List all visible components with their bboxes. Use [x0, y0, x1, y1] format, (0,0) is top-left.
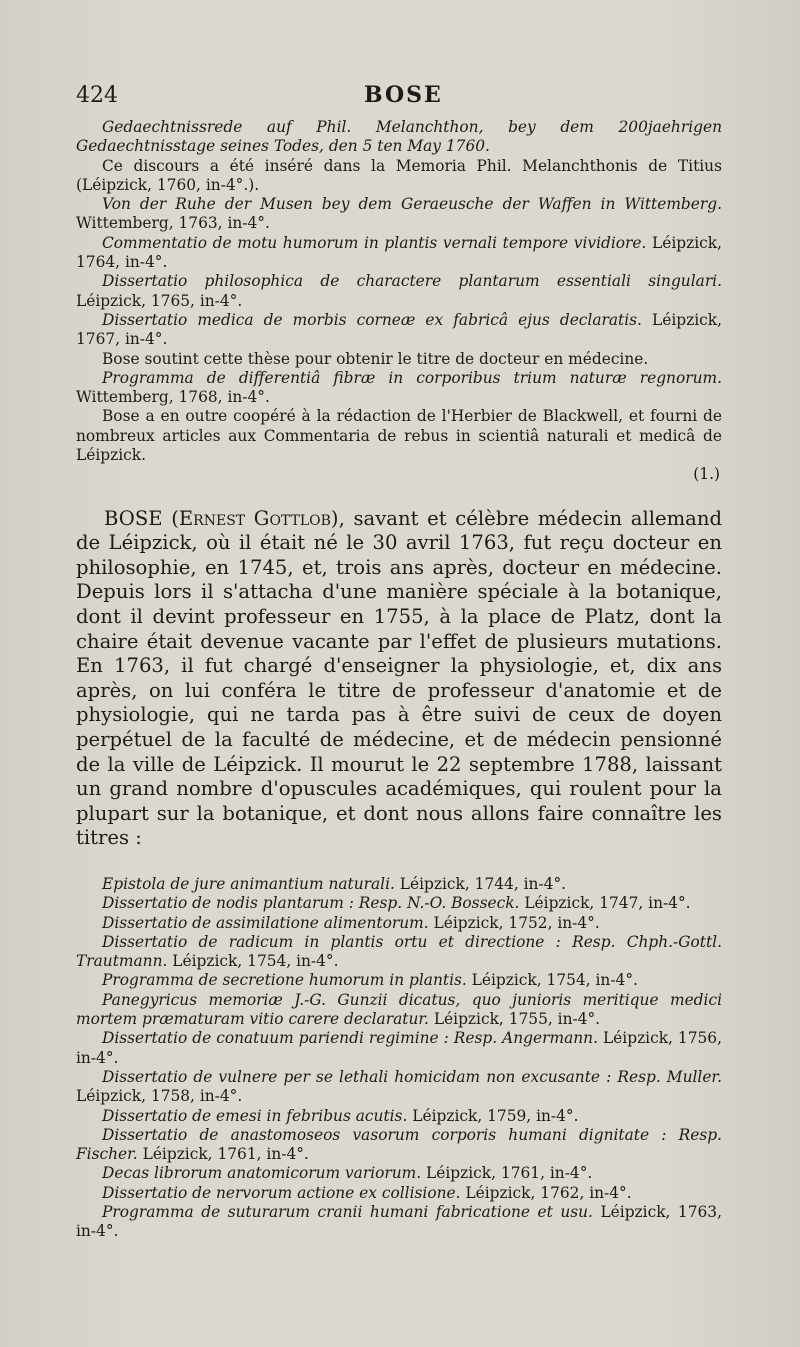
prior-entries — [76, 118, 722, 485]
list-item: Dissertatio medica de morbis corneæ ex fabricâ ejus declaratis. Léipzick, 1767, in-4°. — [76, 310, 722, 349]
page-number: 424 — [76, 83, 118, 108]
list-item: Dissertatio de nodis plantarum : Resp. N.-O. Bosseck. Léipzick, 1747, in-4°. — [102, 894, 691, 913]
list-item: Programma de differentiâ fibræ in corporibus trium naturæ regnorum. Wittemberg, 1768, in-4°. — [76, 368, 722, 407]
list-item: Dissertatio de emesi in febribus acutis. Léipzick, 1759, in-4°. — [102, 1106, 579, 1125]
list-item: Commentatio de motu humorum in plantis vernali tempore vividiore. Léipzick, 1764, in-4°. — [76, 233, 722, 272]
list-item: Bose soutint cette thèse pour obtenir le titre de docteur en médecine. — [102, 349, 649, 368]
list-item: Programma de suturarum cranii humani fabricatione et usu. Léipzick, 1763, in-4°. — [76, 1203, 722, 1241]
list-item: Von der Ruhe der Musen bey dem Geraeusche der Waffen in Wittemberg. Wittemberg, 1763, in-4°. — [76, 195, 722, 233]
list-item: Dissertatio de vulnere per se lethali homicidam non excusante : Resp. Muller. Léipzick, 1758, in-4°. — [76, 1067, 722, 1106]
running-head: BOSE — [364, 82, 443, 108]
article-head: BOSE (Ernest Gottlob), — [104, 506, 345, 530]
list-item: Dissertatio de assimilatione alimentorum. Léipzick, 1752, in-4°. — [102, 913, 600, 932]
list-item: Dissertatio de nervorum actione ex collisione. Léipzick, 1762, in-4°. — [102, 1183, 632, 1202]
list-item: Dissertatio de conatuum pariendi regimine : Resp. Angermann. Léipzick, 1756, in-4°. — [76, 1029, 722, 1067]
list-item: Dissertatio philosophica de charactere plantarum essentiali singulari. Léipzick, 1765, in-4°. — [76, 272, 722, 310]
works-list — [76, 875, 722, 1242]
list-item: Epistola de jure animantium naturali. Léipzick, 1744, in-4°. — [102, 874, 567, 893]
list-item: Panegyricus memoriæ J.-G. Gunzii dicatus, quo junioris meritique medici mortem præmaturam vitio carere declaratur. Léipzick, 1755, in-4°. — [76, 990, 722, 1029]
note-marker: (1.) — [693, 465, 720, 484]
list-item: Programma de secretione humorum in plantis. Léipzick, 1754, in-4°. — [102, 971, 638, 990]
article-body: savant et célèbre médecin allemand de Léipzick, où il était né le 30 avril 1763, fut reçu docteur en philosophie, en 1745, et, trois ans après, docteur en médecine. Depuis lors il s'attacha d'une manière spéciale à la botanique, dont il devint professeur en 1755, à la place de Platz, dont la chaire était devenue vacante par l'effet de plusieurs mutations. En 1763, il fut chargé d'enseigner la physiologie, et, dix ans après, on lui conféra le titre de professeur d'anatomie et de physiologie, qui ne tarda pas à être suivi de ceux de doyen perpétuel de la faculté de médecine, et de médecin pensionné de la ville de Léipzick. Il mourut le 22 septembre 1788, laissant un grand nombre d'opuscules académiques, qui roulent pour la plupart sur la botanique, et dont nous allons faire connaître les titres : — [76, 506, 723, 850]
article-paragraph — [76, 507, 722, 851]
list-item: Decas librorum anatomicorum variorum. Léipzick, 1761, in-4°. — [102, 1164, 593, 1183]
list-item: Dissertatio de anastomoseos vasorum corporis humani dignitate : Resp. Fischer. Léipzick, 1761, in-4°. — [76, 1125, 722, 1164]
article — [76, 507, 722, 851]
list-item: Ce discours a été inséré dans la Memoria Phil. Melanchthonis de Titius (Léipzick, 1760, in-4°.). — [76, 156, 722, 194]
list-item: Bose a en outre coopéré à la rédaction de l'Herbier de Blackwell, et fourni de nombreux articles aux Commentaria de rebus in scientiâ naturali et medicâ de Léipzick. — [76, 407, 722, 465]
list-item: Dissertatio de radicum in plantis ortu et directione : Resp. Chph.-Gottl. Trautmann. Léipzick, 1754, in-4°. — [76, 932, 722, 971]
list-item: Gedaechtnissrede auf Phil. Melanchthon, bey dem 200jaehrigen Gedaechtnisstage seines Todes, den 5 ten May 1760. — [76, 118, 722, 156]
page-header — [76, 82, 722, 116]
